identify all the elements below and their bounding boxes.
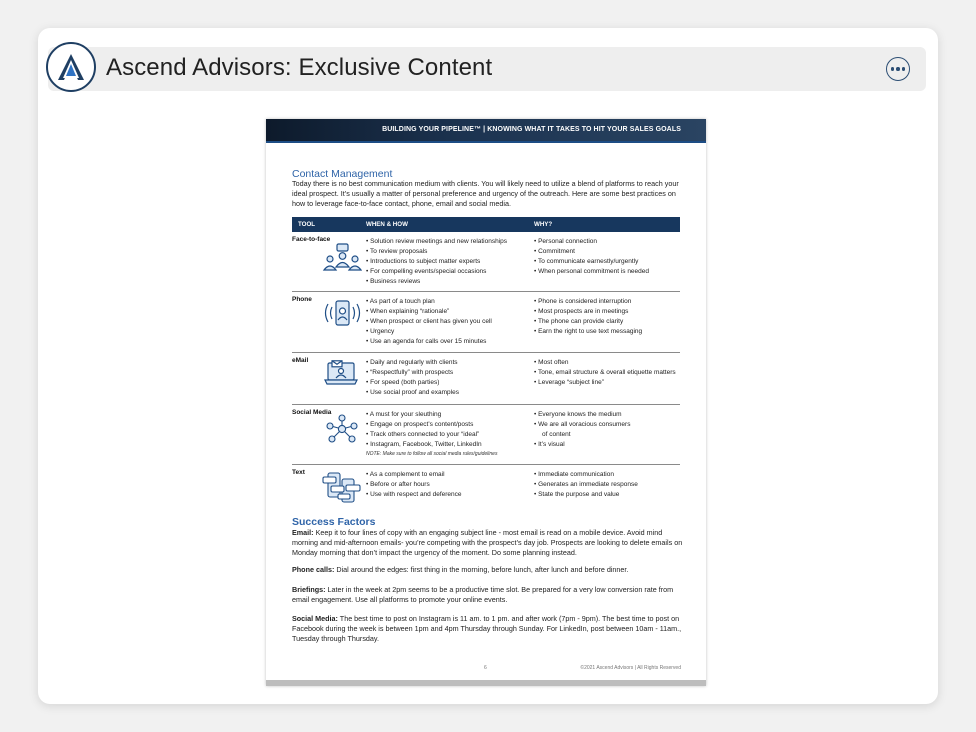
- tool-label: Phone: [292, 296, 312, 303]
- list-item: • Instagram, Facebook, Twitter, LinkedIn: [366, 440, 482, 450]
- list-item: • Solution review meetings and new relationships: [366, 237, 507, 247]
- people-group-icon: [322, 243, 362, 278]
- list-item: • Personal connection: [534, 237, 649, 247]
- list-item: • “Respectfully” with prospects: [366, 368, 459, 378]
- list-item: • Earn the right to use text messaging: [534, 327, 642, 337]
- list-item: • Introductions to subject matter experts: [366, 257, 507, 267]
- why-list: [534, 410, 630, 450]
- list-item: • Business reviews: [366, 277, 507, 287]
- when-how-list: [366, 358, 459, 398]
- list-item: • Use social proof and examples: [366, 388, 459, 398]
- success-label: Email:: [292, 528, 314, 537]
- table-row: [292, 293, 680, 353]
- success-label: Social Media:: [292, 614, 338, 623]
- tool-label: Face-to-face: [292, 236, 331, 243]
- list-item: • When prospect or client has given you cell: [366, 317, 492, 327]
- laptop-email-icon: [322, 360, 362, 395]
- list-item: • Before or after hours: [366, 480, 462, 490]
- th-tool: TOOL: [298, 221, 316, 228]
- list-item: • Immediate communication: [534, 470, 638, 480]
- list-item: • Track others connected to your “ideal”: [366, 430, 482, 440]
- success-text: The best time to post on Instagram is 11 am. to 1 pm. and after work (7pm - 9pm). The best time to post on Facebook during the week is between 1pm and 4pm Thursday through Sunday. For LinkedIn, post between 10am - 11am., Tuesday through Thursday.: [292, 614, 682, 643]
- page-title: Ascend Advisors: Exclusive Content: [106, 54, 493, 81]
- list-item: • Commitment: [534, 247, 649, 257]
- list-item: • Generates an immediate response: [534, 480, 638, 490]
- when-how-list: [366, 297, 492, 347]
- list-item: • Use with respect and deference: [366, 490, 462, 500]
- success-text: Keep it to four lines of copy with an engaging subject line - most email is read on a mobile device. Avoid mind morning and mid-afternoon emails- you’re competing with the prospect’s day job. Prospects are looking to delete emails on Monday morning that don’t impact the urgency of the moment. Do some planning instead.: [292, 528, 683, 557]
- doc-footer-bar: [266, 680, 706, 686]
- more-dot: [891, 67, 895, 71]
- success-text: Later in the week at 2pm seems to be a productive time slot. Be prepared for a very low conversion rate from email engagement. Use all platforms to promote your online events.: [292, 585, 674, 604]
- why-list: [534, 470, 638, 500]
- table-row: [292, 354, 680, 405]
- list-item: • Most often: [534, 358, 676, 368]
- section-title-contact-management: Contact Management: [292, 168, 393, 180]
- why-list: [534, 358, 676, 388]
- tool-label: Text: [292, 469, 305, 476]
- table-header: [292, 217, 680, 232]
- mobile-chat-icon: [322, 471, 362, 508]
- list-item: • Phone is considered interruption: [534, 297, 642, 307]
- list-item: • Daily and regularly with clients: [366, 358, 459, 368]
- copyright: ©2021 Ascend Advisors | All Rights Reserved: [580, 665, 681, 671]
- ascend-logo-icon: [46, 42, 96, 92]
- when-how-list: [366, 410, 482, 450]
- tool-label: eMail: [292, 357, 309, 364]
- more-dot: [896, 67, 900, 71]
- list-item: • To communicate earnestly/urgently: [534, 257, 649, 267]
- list-item: • Most prospects are in meetings: [534, 307, 642, 317]
- list-item: • When personal commitment is needed: [534, 267, 649, 277]
- success-label: Briefings:: [292, 585, 326, 594]
- th-why: WHY?: [534, 221, 553, 228]
- more-options-button[interactable]: [886, 57, 910, 81]
- success-phone-calls: [292, 565, 688, 575]
- doc-banner-text: BUILDING YOUR PIPELINE™ | KNOWING WHAT IT TAKES TO HIT YOUR SALES GOALS: [382, 126, 681, 133]
- success-social-media: [292, 614, 688, 644]
- list-item: • A must for your sleuthing: [366, 410, 482, 420]
- why-list: [534, 237, 649, 277]
- list-item: • It’s visual: [534, 440, 630, 450]
- why-list: [534, 297, 642, 337]
- th-when-how: WHEN & HOW: [366, 221, 408, 228]
- list-item-continuation: of content: [542, 431, 571, 438]
- list-item: • State the purpose and value: [534, 490, 638, 500]
- list-item: • Tone, email structure & overall etiquette matters: [534, 368, 676, 378]
- when-how-list: [366, 470, 462, 500]
- list-item: • As part of a touch plan: [366, 297, 492, 307]
- intro-paragraph: Today there is no best communication medium with clients. You will likely need to utilize a blend of platforms to reach your ideal prospect. It’s usually a matter of personal preference and urgency of the outreach. Here are some best practices on how to leverage face-to-face contact, phone, email and social media.: [292, 179, 679, 208]
- list-item: • For speed (both parties): [366, 378, 459, 388]
- when-how-list: [366, 237, 507, 287]
- list-item: • Use an agenda for calls over 15 minutes: [366, 337, 492, 347]
- tool-label: Social Media: [292, 409, 332, 416]
- more-dot: [902, 67, 906, 71]
- list-item: • For compelling events/special occasions: [366, 267, 507, 277]
- list-item: • The phone can provide clarity: [534, 317, 642, 327]
- list-item: • To review proposals: [366, 247, 507, 257]
- social-network-icon: [322, 414, 362, 449]
- list-item: • We are all voracious consumers: [534, 420, 630, 430]
- social-media-note: NOTE: Make sure to follow all social media rules/guidelines: [366, 451, 498, 457]
- page-number: 6: [484, 665, 487, 671]
- list-item: • Urgency: [366, 327, 492, 337]
- document-page[interactable]: [266, 119, 706, 686]
- section-title-success-factors: Success Factors: [292, 516, 376, 528]
- phone-ringing-icon: [322, 299, 362, 334]
- list-item: • As a complement to email: [366, 470, 462, 480]
- table-row: [292, 406, 680, 465]
- table-row: [292, 233, 680, 292]
- content-card: [38, 28, 938, 704]
- success-email: [292, 528, 688, 558]
- table-row: [292, 466, 680, 506]
- success-briefings: [292, 585, 688, 605]
- success-text: Dial around the edges: first thing in the morning, before lunch, after lunch and before dinner.: [334, 565, 629, 574]
- doc-banner: [266, 119, 706, 143]
- list-item: • Engage on prospect’s content/posts: [366, 420, 482, 430]
- list-item: • Everyone knows the medium: [534, 410, 630, 420]
- success-label: Phone calls:: [292, 565, 335, 574]
- list-item: • When explaining “rationale”: [366, 307, 492, 317]
- list-item: • Leverage “subject line”: [534, 378, 676, 388]
